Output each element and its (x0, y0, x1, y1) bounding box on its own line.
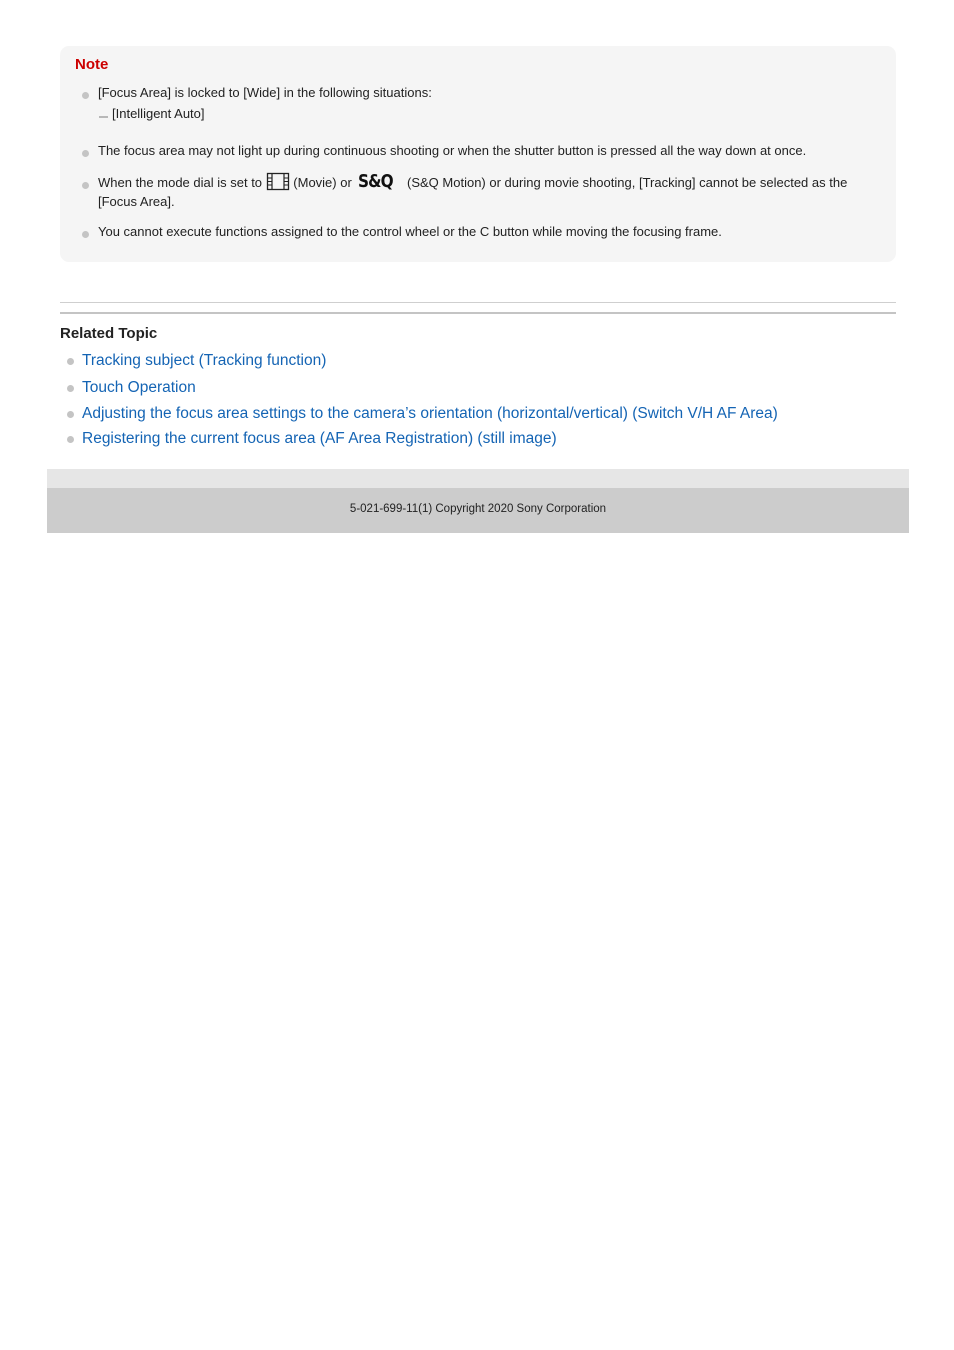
bullet-icon (82, 92, 89, 99)
note-item-3-text-b: (S&Q Motion) or during movie shooting, [Tracking] cannot be selected as the [Focus Area]. (98, 175, 848, 210)
related-topic-title: Related Topic (60, 325, 158, 342)
divider (60, 302, 896, 303)
note-item-3-text-a: When the mode dial is set to (98, 175, 263, 190)
note-item-3-movie-label: (Movie) or (293, 175, 352, 190)
link-switch-vh-af-area[interactable]: Adjusting the focus area settings to the camera’s orientation (horizontal/vertical) (Switch V/H AF Area) (82, 405, 778, 422)
note-item-2: The focus area may not light up during continuous shooting or when the shutter button is pressed all the way down at once. (98, 143, 807, 158)
note-item-4: You cannot execute functions assigned to the control wheel or the C button while moving the focusing frame. (98, 224, 722, 239)
bullet-icon (67, 358, 74, 365)
divider (60, 312, 896, 314)
footer-spacer (47, 469, 909, 488)
bullet-icon (67, 385, 74, 392)
movie-icon (266, 172, 290, 191)
copyright-text: 5-021-699-11(1) Copyright 2020 Sony Corporation (349, 503, 607, 515)
bullet-icon (67, 436, 74, 443)
link-tracking-subject[interactable]: Tracking subject (Tracking function) (82, 352, 327, 369)
note-title: Note (75, 56, 109, 73)
link-touch-operation[interactable]: Touch Operation (82, 379, 196, 396)
bullet-icon (82, 182, 89, 189)
link-af-area-registration[interactable]: Registering the current focus area (AF Area Registration) (still image) (82, 430, 557, 447)
footer (47, 488, 909, 533)
note-box (60, 46, 896, 262)
bullet-icon (67, 411, 74, 418)
note-item-3 (98, 170, 888, 211)
sq-motion-icon: S&Q (358, 170, 394, 192)
note-item-1: [Focus Area] is locked to [Wide] in the following situations: (98, 85, 432, 100)
note-subitem-intelligent-auto: [Intelligent Auto] (112, 106, 205, 121)
bullet-icon (82, 231, 89, 238)
bullet-icon (82, 150, 89, 157)
dash-icon (99, 116, 108, 118)
